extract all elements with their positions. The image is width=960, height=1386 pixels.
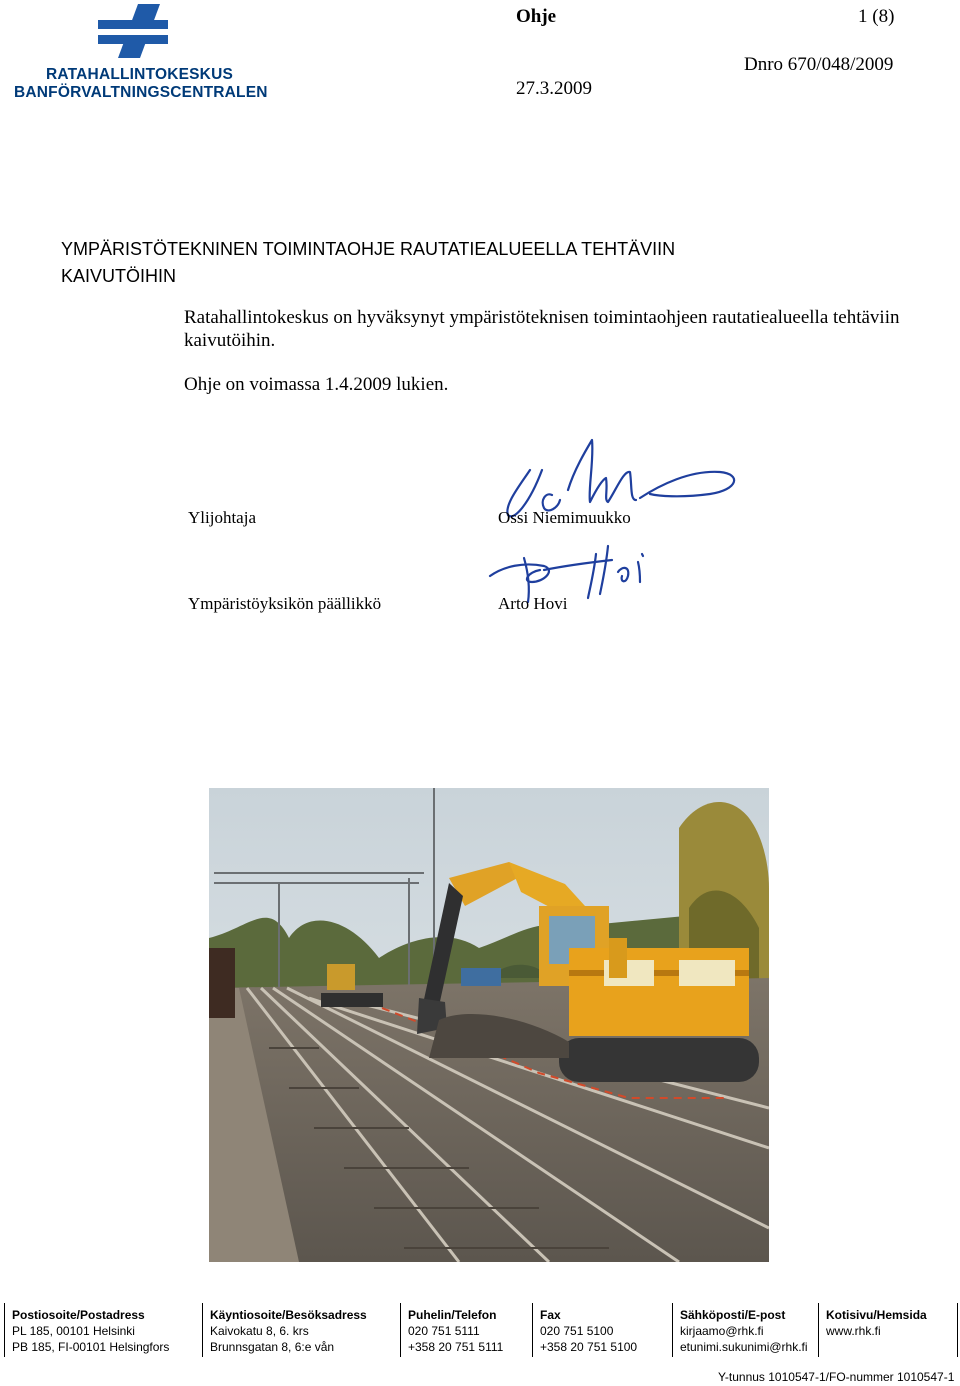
excavator-photo [209,788,769,1262]
footer-homepage-link[interactable]: www.rhk.fi [826,1324,881,1338]
footer-email-link[interactable]: kirjaamo@rhk.fi [680,1324,764,1338]
signer-1-role: Ylijohtaja [188,508,256,527]
title-line-2: KAIVUTÖIHIN [61,266,177,286]
footer-telephone [400,1303,503,1357]
footer-line: Brunnsgatan 8, 6:e vån [210,1340,335,1354]
footer-heading: Käyntiosoite/Besöksadress [210,1308,367,1322]
freight-wagons [209,948,235,1018]
footer-heading: Puhelin/Telefon [408,1308,497,1322]
footer-line: Kaivokatu 8, 6. krs [210,1324,309,1338]
footer-email [672,1303,808,1357]
signer-2-role: Ympäristöyksikön päällikkö [188,594,382,613]
document-title [61,236,861,290]
approval-paragraph: Ratahallintokeskus on hyväksynyt ympäristöteknisen toimintaohjeen rautatiealueella tehtäviin kaivutöihin. [184,307,900,351]
footer-homepage [818,1303,927,1357]
footer-line: PB 185, FI-00101 Helsingfors [12,1340,170,1354]
footer-heading: Kotisivu/Hemsida [826,1308,927,1322]
rhk-logo-icon [98,4,168,62]
business-id: Y-tunnus 1010547-1/FO-nummer 1010547-1 [718,1370,955,1384]
footer-divider [957,1303,958,1357]
signer-2-name: Arto Hovi [498,594,568,613]
footer-fax [532,1303,637,1357]
footer-line: +358 20 751 5100 [540,1340,638,1354]
logo-text-finnish: RATAHALLINTOKESKUS [46,66,234,83]
footer-line: etunimi.sukunimi@rhk.fi [680,1340,808,1354]
company-logo [14,4,268,104]
footer-line: PL 185, 00101 Helsinki [12,1324,135,1338]
signer-1-name: Ossi Niemimuukko [498,508,631,527]
document-date: 27.3.2009 [516,78,592,99]
logo-text-swedish: BANFÖRVALTNINGSCENTRALEN [14,84,268,101]
footer-line: 020 751 5100 [540,1324,614,1338]
document-type: Ohje [516,6,557,27]
footer-visiting-address [202,1303,367,1357]
page-number: 1 (8) [858,6,895,27]
validity-paragraph: Ohje on voimassa 1.4.2009 lukien. [184,374,449,395]
footer-heading: Fax [540,1308,561,1322]
footer-heading: Sähköposti/E-post [680,1308,786,1322]
footer-line: +358 20 751 5111 [408,1340,504,1354]
record-number: Dnro 670/048/2009 [744,54,894,75]
title-line-1: YMPÄRISTÖTEKNINEN TOIMINTAOHJE RAUTATIEALUEELLA TEHTÄVIIN [61,239,676,259]
footer-heading: Postiosoite/Postadress [12,1308,145,1322]
page-footer [4,1303,958,1357]
footer-postal-address [4,1303,169,1357]
footer-line: 020 751 5111 [408,1324,480,1338]
